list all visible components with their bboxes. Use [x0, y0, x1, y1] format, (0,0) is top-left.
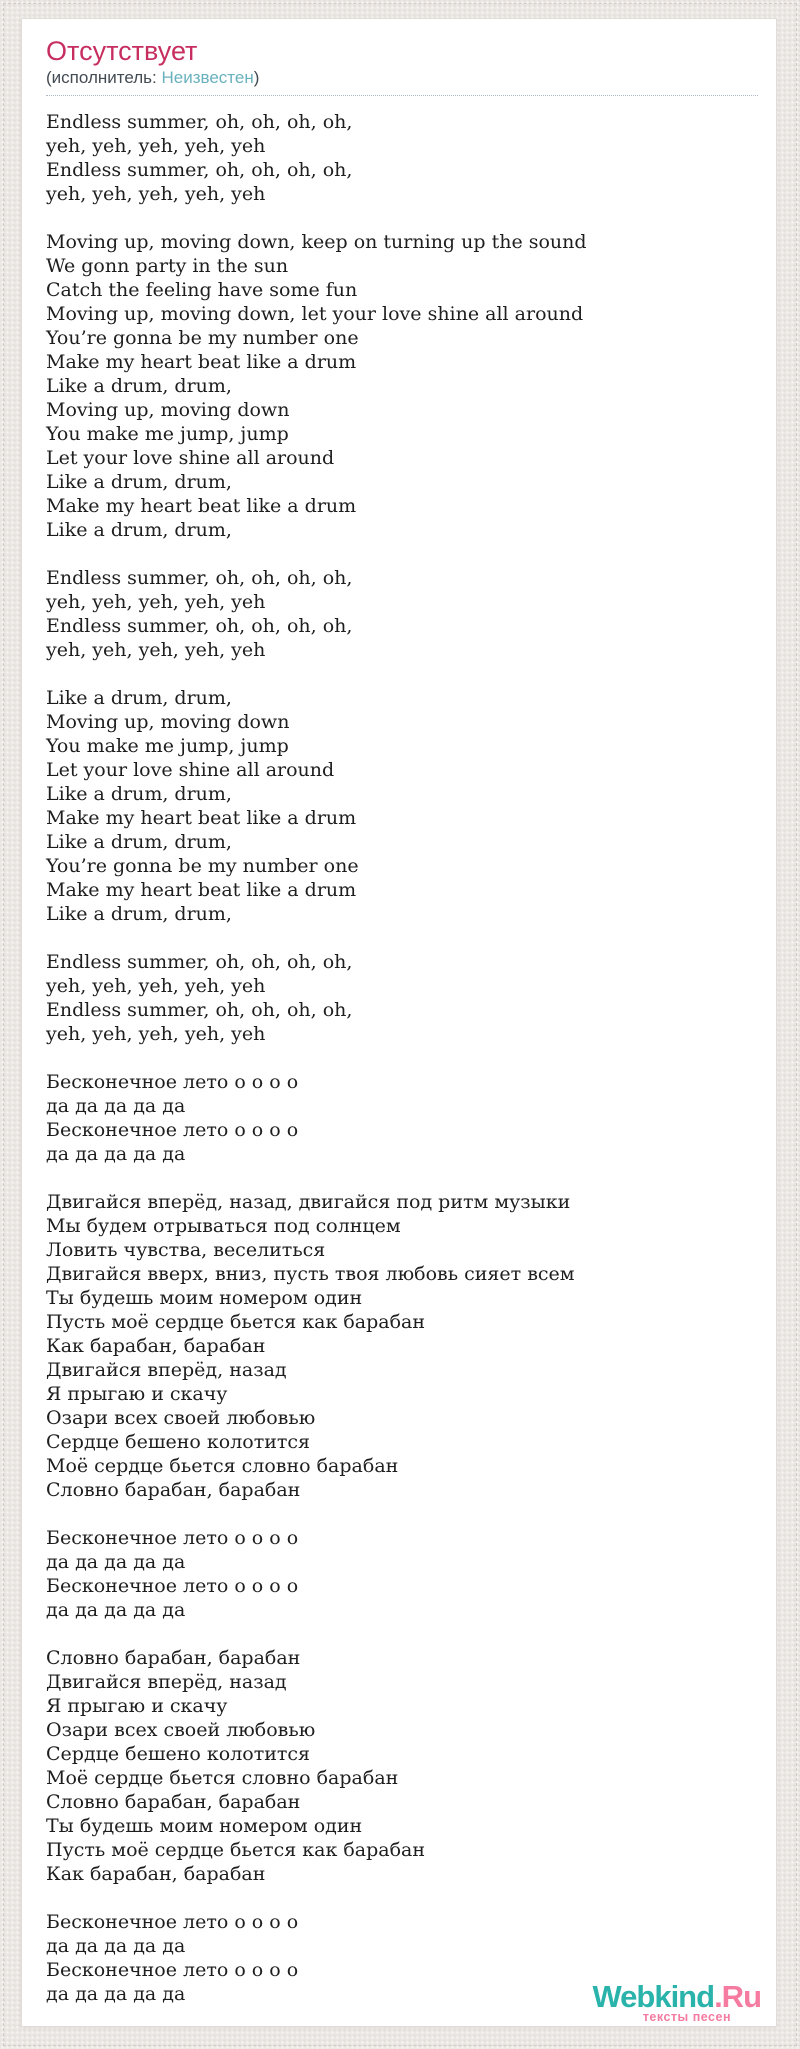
lyrics-line: Сердце бешено колотится: [46, 1431, 311, 1453]
lyrics-line: Сердце бешено колотится: [46, 1743, 311, 1765]
lyrics-stanza: [46, 230, 761, 542]
lyrics-line: Catch the feeling have some fun: [46, 279, 358, 301]
lyrics-line: Moving up, moving down, let your love shine all around: [46, 303, 584, 325]
lyrics-line: Моё сердце бьется словно барабан: [46, 1767, 399, 1789]
lyrics-stanza: [46, 1190, 761, 1502]
webkind-logo-link[interactable]: [592, 1979, 761, 2024]
lyrics-stanza: [46, 1070, 761, 1166]
lyrics-line: Endless summer, oh, oh, oh, oh,: [46, 999, 353, 1021]
lyrics-line: Make my heart beat like a drum: [46, 879, 357, 901]
lyrics-line: да да да да да: [46, 1551, 186, 1573]
lyrics-line: Endless summer, oh, oh, oh, oh,: [46, 951, 353, 973]
lyrics-line: Like a drum, drum,: [46, 783, 232, 805]
lyrics-line: Like a drum, drum,: [46, 519, 232, 541]
lyrics-line: Like a drum, drum,: [46, 687, 232, 709]
lyrics: [46, 110, 761, 2006]
lyrics-line: Endless summer, oh, oh, oh, oh,: [46, 567, 353, 589]
lyrics-line: Двигайся вперёд, назад: [46, 1671, 287, 1693]
artist-suffix: ): [253, 68, 260, 87]
page-title: Отсутствует: [46, 36, 198, 66]
lyrics-line: Двигайся вверх, вниз, пусть твоя любовь сияет всем: [46, 1263, 575, 1285]
lyrics-line: да да да да да: [46, 1143, 186, 1165]
lyrics-line: Бесконечное лето о о о о: [46, 1119, 299, 1141]
webkind-wordmark: [592, 1979, 761, 2014]
lyrics-stanza: [46, 1646, 761, 1886]
webkind-logo-tld: .Ru: [714, 1979, 761, 2014]
webkind-logo-tagline: тексты песен: [642, 2010, 731, 2024]
lyrics-stanza: [46, 950, 761, 1046]
lyrics-line: Endless summer, oh, oh, oh, oh,: [46, 615, 353, 637]
song-header: [46, 35, 758, 96]
lyrics-stanza: [46, 566, 761, 662]
lyrics-line: yeh, yeh, yeh, yeh, yeh: [46, 1023, 266, 1045]
lyrics-line: We gonn party in the sun: [46, 255, 289, 277]
lyrics-line: yeh, yeh, yeh, yeh, yeh: [46, 591, 266, 613]
lyrics-line: Моё сердце бьется словно барабан: [46, 1455, 399, 1477]
lyrics-line: You make me jump, jump: [46, 735, 289, 757]
lyrics-line: Я прыгаю и скачу: [46, 1383, 228, 1405]
lyrics-stanza: [46, 686, 761, 926]
lyrics-line: Бесконечное лето о о о о: [46, 1911, 299, 1933]
lyrics-line: yeh, yeh, yeh, yeh, yeh: [46, 135, 266, 157]
lyrics-line: Я прыгаю и скачу: [46, 1695, 228, 1717]
lyrics-line: Бесконечное лето о о о о: [46, 1071, 299, 1093]
lyrics-line: Словно барабан, барабан: [46, 1791, 301, 1813]
lyrics-stanza: [46, 1526, 761, 1622]
lyrics-stanza: [46, 110, 761, 206]
lyrics-line: Бесконечное лето о о о о: [46, 1575, 299, 1597]
lyrics-line: Пусть моё сердце бьется как барабан: [46, 1311, 426, 1333]
lyrics-line: Endless summer, oh, oh, oh, oh,: [46, 111, 353, 133]
lyrics-line: Like a drum, drum,: [46, 471, 232, 493]
lyrics-line: Ловить чувства, веселиться: [46, 1239, 326, 1261]
lyrics-line: Let your love shine all around: [46, 447, 335, 469]
lyrics-line: You’re gonna be my number one: [46, 855, 359, 877]
lyrics-line: Like a drum, drum,: [46, 375, 232, 397]
lyrics-line: Moving up, moving down: [46, 711, 290, 733]
lyrics-line: Endless summer, oh, oh, oh, oh,: [46, 159, 353, 181]
lyrics-line: You’re gonna be my number one: [46, 327, 359, 349]
webkind-logo-main: Webkind: [592, 1979, 715, 2014]
lyrics-line: Как барабан, барабан: [46, 1335, 266, 1357]
artist-prefix: (исполнитель:: [46, 68, 162, 87]
lyrics-line: да да да да да: [46, 1983, 186, 2005]
lyrics-line: Пусть моё сердце бьется как барабан: [46, 1839, 426, 1861]
artist-link[interactable]: Неизвестен: [161, 68, 254, 87]
lyrics-line: Let your love shine all around: [46, 759, 335, 781]
lyrics-line: Бесконечное лето о о о о: [46, 1959, 299, 1981]
lyrics-line: Двигайся вперёд, назад, двигайся под ритм музыки: [46, 1191, 571, 1213]
lyrics-line: yeh, yeh, yeh, yeh, yeh: [46, 975, 266, 997]
lyrics-line: You make me jump, jump: [46, 423, 289, 445]
lyrics-line: Мы будем отрываться под солнцем: [46, 1215, 401, 1237]
artist-line: [46, 67, 758, 88]
lyrics-line: да да да да да: [46, 1935, 186, 1957]
content-card: [21, 18, 777, 2027]
lyrics-line: да да да да да: [46, 1599, 186, 1621]
lyrics-line: Ты будешь моим номером один: [46, 1815, 363, 1837]
lyrics-line: Как барабан, барабан: [46, 1863, 266, 1885]
lyrics-line: Like a drum, drum,: [46, 903, 232, 925]
lyrics-line: Make my heart beat like a drum: [46, 495, 357, 517]
lyrics-line: Moving up, moving down: [46, 399, 290, 421]
lyrics-line: Словно барабан, барабан: [46, 1647, 301, 1669]
lyrics-line: Make my heart beat like a drum: [46, 351, 357, 373]
lyrics-line: да да да да да: [46, 1095, 186, 1117]
lyrics-line: Озари всех своей любовью: [46, 1407, 316, 1429]
lyrics-line: yeh, yeh, yeh, yeh, yeh: [46, 639, 266, 661]
lyrics-line: Словно барабан, барабан: [46, 1479, 301, 1501]
lyrics-line: Like a drum, drum,: [46, 831, 232, 853]
lyrics-line: Двигайся вперёд, назад: [46, 1359, 287, 1381]
lyrics-line: yeh, yeh, yeh, yeh, yeh: [46, 183, 266, 205]
lyrics-line: Озари всех своей любовью: [46, 1719, 316, 1741]
lyrics-line: Бесконечное лето о о о о: [46, 1527, 299, 1549]
lyrics-line: Make my heart beat like a drum: [46, 807, 357, 829]
lyrics-line: Ты будешь моим номером один: [46, 1287, 363, 1309]
lyrics-line: Moving up, moving down, keep on turning up the sound: [46, 231, 587, 253]
